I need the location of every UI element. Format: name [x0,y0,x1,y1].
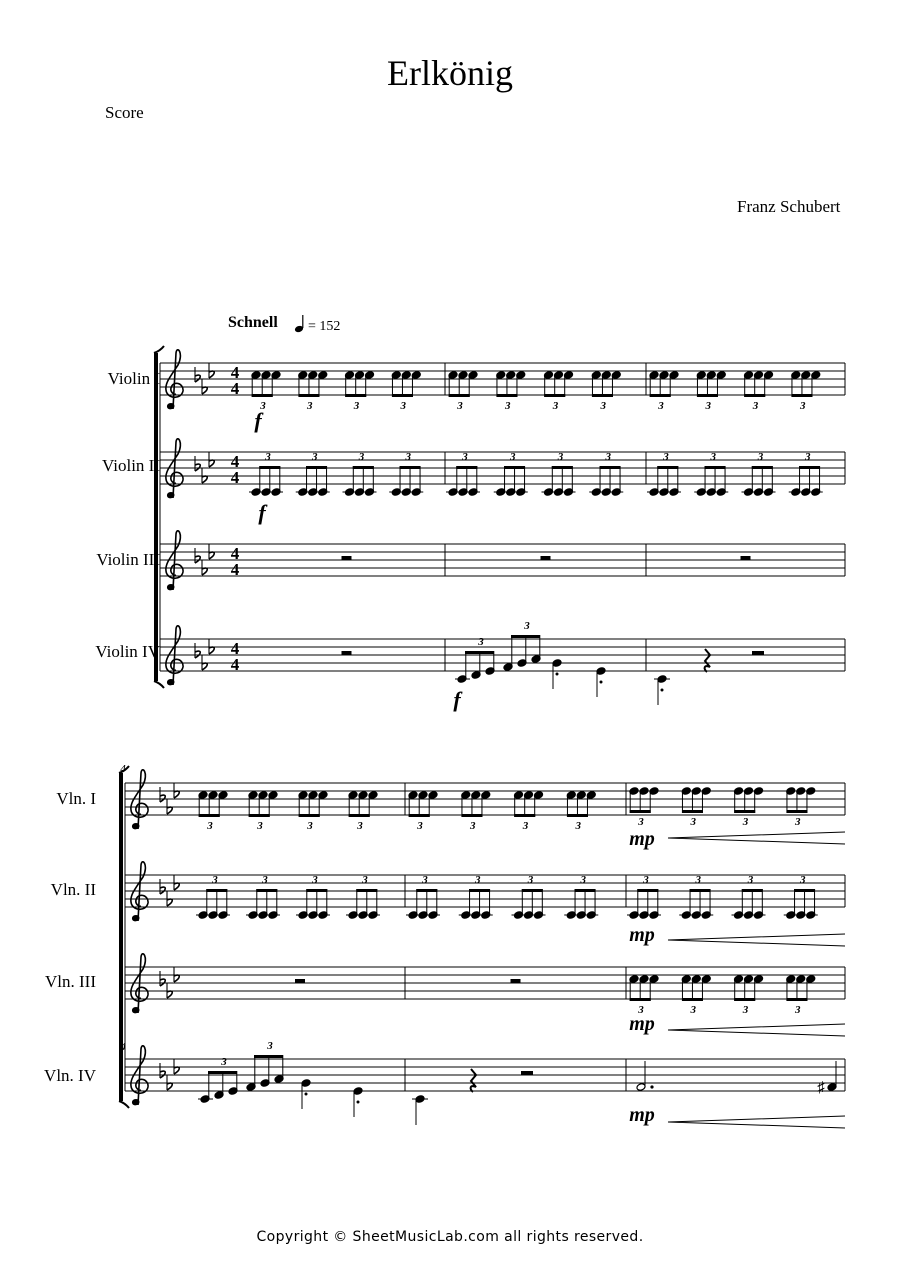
flat-icon [202,568,207,575]
system-bracket [154,681,164,688]
whole-rest [511,979,521,983]
half-rest [521,1071,533,1075]
quarter-rest [705,649,710,672]
note-head [596,667,606,676]
tempo-marking: Schnell [228,314,278,331]
note-beam [705,466,726,469]
dynamic-mezzo-piano: mp [629,1104,655,1126]
flat-icon [167,899,172,906]
triplet-number: 3 [795,1004,801,1016]
time-signature-top: 4 [230,639,240,658]
system-bracket [154,346,164,353]
triplet-number: 3 [710,451,716,463]
note-beam [256,889,277,892]
note-beam [744,394,765,397]
note-beam [249,814,270,817]
triplet-number: 3 [747,874,754,886]
triplet-number: 3 [605,451,611,463]
triplet-number: 3 [600,400,606,412]
note-beam [392,394,413,397]
note-beam [630,998,651,1001]
note-beam [552,466,573,469]
note-beam [465,651,494,654]
quarter-rest [471,1069,476,1092]
tempo-bpm: = 152 [308,319,341,334]
note-beam [514,814,535,817]
note-beam [682,810,703,813]
whole-rest [342,556,352,560]
dynamic-forte: f [453,687,461,712]
note-beam [299,814,320,817]
note-beam [409,814,430,817]
note-beam [208,1071,237,1074]
note-beam [690,889,711,892]
half-rest [752,651,764,655]
instrument-label-violin-4: Violin IV [95,642,160,661]
flat-icon [167,807,172,814]
triplet-number: 3 [312,874,318,886]
staff-system1-1 [160,363,845,395]
instrument-label-vln-3: Vln. III [45,972,96,991]
dynamic-forte: f [258,500,266,525]
triplet-number: 3 [307,820,313,832]
measure-number: 4 [120,763,126,775]
flat-icon [202,663,207,670]
triplet-number: 3 [557,451,564,463]
triplet-number: 3 [262,874,268,886]
note-beam [657,466,678,469]
whole-rest [741,556,751,560]
note-beam [786,810,807,813]
flat-icon [209,647,214,654]
note-beam [791,394,812,397]
time-signature-bottom: 4 [230,560,240,579]
note-beam [456,466,477,469]
triplet-number: 3 [505,400,511,412]
triplet-number: 3 [353,400,360,412]
note-beam [544,394,565,397]
score-label: Score [105,103,144,122]
note-beam [416,889,437,892]
triplet-number: 3 [643,874,649,886]
note-beam [254,1055,283,1058]
triplet-number: 3 [527,874,534,886]
triplet-number: 3 [705,400,711,412]
flat-icon [167,1083,172,1090]
diminuendo-hairpin [668,1024,845,1036]
staccato-dot [305,1093,308,1096]
triplet-number: 3 [575,820,581,832]
note-beam [786,998,807,1001]
instrument-label-violin-1: Violin I [107,369,160,388]
triplet-number: 3 [422,874,428,886]
triplet-number: 3 [638,816,644,828]
flat-icon [174,791,179,798]
triplet-number: 3 [695,874,701,886]
instrument-label-vln-1: Vln. I [56,789,96,808]
note-beam [206,889,227,892]
instrument-label-violin-3: Violin III [96,550,160,569]
instrument-label-vln-2: Vln. II [50,880,96,899]
note-beam [734,810,755,813]
note-beam [794,889,815,892]
staff-system2-4 [125,1059,845,1091]
note-beam [682,998,703,1001]
triplet-number: 3 [417,820,423,832]
note-beam [637,889,658,892]
triplet-number: 3 [800,874,806,886]
triplet-number: 3 [207,820,213,832]
note-head [827,1083,837,1092]
sharp-icon: ♯ [817,1080,825,1096]
whole-rest [295,979,305,983]
note-beam [752,466,773,469]
triplet-number: 3 [212,874,218,886]
flat-icon [174,883,179,890]
note-head [552,659,562,668]
staff-system1-4 [160,639,845,671]
triplet-number: 3 [805,451,811,463]
diminuendo-hairpin [668,934,845,946]
triplet-number: 3 [457,400,463,412]
triplet-number: 3 [638,1004,644,1016]
note-beam [575,889,596,892]
note-beam [600,466,621,469]
triplet-number: 3 [757,451,764,463]
note-beam [298,394,319,397]
triplet-number: 3 [312,451,318,463]
triplet-number: 3 [795,816,801,828]
triplet-number: 3 [475,874,481,886]
time-signature-top: 4 [230,363,240,382]
note-beam [449,394,470,397]
augmentation-dot [650,1085,653,1088]
triplet-number: 3 [478,636,484,648]
note-beam [496,394,517,397]
whole-rest [342,651,352,655]
triplet-number: 3 [510,451,516,463]
triplet-number: 3 [357,820,363,832]
flat-icon [174,975,179,982]
dynamic-mezzo-piano: mp [629,828,655,850]
staccato-dot [661,689,664,692]
dynamic-mezzo-piano: mp [629,1013,655,1035]
note-beam [353,466,374,469]
triplet-number: 3 [752,400,759,412]
staccato-dot [357,1101,360,1104]
triplet-number: 3 [580,874,586,886]
triplet-number: 3 [658,400,664,412]
note-beam [697,394,718,397]
note-beam [567,814,588,817]
triplet-number: 3 [690,1004,696,1016]
note-beam [252,394,273,397]
flat-icon [209,460,214,467]
triplet-number: 3 [742,1004,749,1016]
triplet-number: 3 [267,1040,273,1052]
note-beam [504,466,525,469]
composer-name: Franz Schubert [737,197,841,216]
flat-icon [209,371,214,378]
triplet-number: 3 [405,451,411,463]
note-beam [734,998,755,1001]
note-head [636,1083,646,1092]
note-beam [511,635,540,638]
time-signature-top: 4 [230,452,240,471]
staccato-dot [556,673,559,676]
note-beam [630,810,651,813]
dynamic-forte: f [254,408,262,433]
triplet-number: 3 [462,451,468,463]
score-title: Erlkönig [387,53,513,93]
note-beam [306,466,327,469]
diminuendo-hairpin [668,832,845,844]
triplet-number: 3 [742,816,749,828]
note-beam [592,394,613,397]
triplet-number: 3 [470,820,476,832]
copyright-notice: Copyright © SheetMusicLab.com all rights reserved. [256,1229,644,1245]
note-head [353,1087,363,1096]
note-beam [461,814,482,817]
note-beam [650,394,671,397]
triplet-number: 3 [362,874,368,886]
instrument-label-vln-4: Vln. IV [44,1066,96,1085]
staff-system2-3 [125,967,845,999]
time-signature-bottom: 4 [230,655,240,674]
note-beam [400,466,421,469]
measure-number: 4 [120,1041,126,1053]
triplet-number: 3 [265,451,271,463]
dynamic-mezzo-piano: mp [629,924,655,946]
note-beam [345,394,366,397]
note-beam [742,889,763,892]
note-beam [469,889,490,892]
note-head [301,1079,311,1088]
note-beam [356,889,377,892]
note-beam [306,889,327,892]
note-beam [799,466,820,469]
triplet-number: 3 [524,620,530,632]
time-signature-top: 4 [230,544,240,563]
time-signature-bottom: 4 [230,379,240,398]
triplet-number: 3 [400,400,406,412]
instrument-label-violin-2: Violin II [102,456,160,475]
triplet-number: 3 [552,400,559,412]
staccato-dot [600,681,603,684]
triplet-number: 3 [307,400,313,412]
flat-icon [209,552,214,559]
triplet-number: 3 [260,400,266,412]
flat-icon [202,387,207,394]
note-beam [522,889,543,892]
triplet-number: 3 [663,451,669,463]
note-beam [259,466,280,469]
time-signature-bottom: 4 [230,468,240,487]
triplet-number: 3 [221,1056,227,1068]
triplet-number: 3 [358,451,365,463]
triplet-number: 3 [690,816,696,828]
triplet-number: 3 [522,820,529,832]
triplet-number: 3 [257,820,263,832]
flat-icon [167,991,172,998]
triplet-number: 3 [800,400,806,412]
flat-icon [202,476,207,483]
whole-rest [541,556,551,560]
diminuendo-hairpin [668,1116,845,1128]
flat-icon [174,1067,179,1074]
system-bracket [119,1101,129,1108]
note-beam [349,814,370,817]
note-beam [199,814,220,817]
